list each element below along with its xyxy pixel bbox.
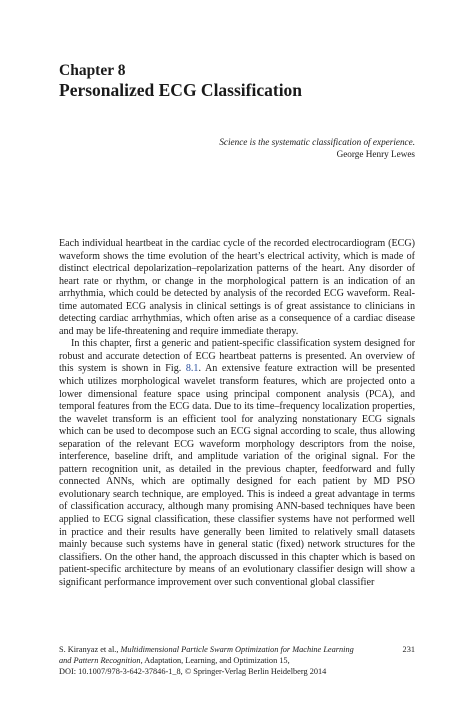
page-footer bbox=[59, 644, 415, 677]
footer-doi: DOI: 10.1007/978-3-642-37846-1_8, © Springer-Verlag Berlin Heidelberg 2014 bbox=[59, 667, 327, 676]
paragraph-2-part-1: In this chapter, first a generic and patient-specific classification system designed for robust and accurate detection of ECG heartbeat patterns is presented. An overview of this system is shown in Fig. bbox=[59, 338, 415, 375]
paragraph-2-part-2: . An extensive feature extraction will be presented which utilizes morphological wavelet transform features, which are projected onto a lower dimensional feature space using principal component analysis (PCA), and temporal features from the ECG data. Due to its time–frequency localization properties, the wavelet transform is an efficient tool for analyzing nonstationary ECG signals which can be used to decompose such an ECG signal according to scale, thus allowing separation of the relevant ECG waveform morphology descriptors from the noise, interference, baseline drift, and amplitude variation of the original signal. For the pattern recognition unit, as detailed in the previous chapter, feedforward and fully connected ANNs, which are optimally designed for each patient by MD PSO evolutionary search technique, are employed. This is indeed a great advantage in terms of classification accuracy, although many promising ANN-based techniques have been applied to ECG signal classification, these classifier systems have not performed well in practice and their results have generally been limited to relatively small datasets mainly because such systems have in general static (fixed) network structures for the classifiers. On the other hand, the approach discussed in this chapter which is based on patient-specific architecture by means of an evolutionary classifier design will show a significant performance improvement over such conventional global classifier bbox=[59, 363, 415, 588]
footer-line-2 bbox=[59, 655, 415, 666]
footer-series: , Adaptation, Learning, and Optimization 15, bbox=[140, 656, 290, 665]
footer-book-title-1: Multidimensional Particle Swarm Optimization for Machine Learning bbox=[120, 645, 354, 654]
epigraph-author: George Henry Lewes bbox=[336, 149, 415, 159]
epigraph-quote: Science is the systematic classification of experience. bbox=[219, 137, 415, 147]
figure-reference-link[interactable]: 8.1 bbox=[185, 363, 199, 375]
body-text bbox=[59, 238, 415, 589]
paragraph-1: Each individual heartbeat in the cardiac cycle of the recorded electrocardiogram (ECG) waveform shows the time evolution of the heart’s electrical activity, which is made of distinct electrical depolarization–repolarization patterns of the heart. Any disorder of heart rate or rhythm, or change in the morphological pattern is an indication of an arrhythmia, which could be detected by analysis of the recorded ECG waveform. Real-time automated ECG analysis in clinical settings is of great assistance to clinicians in detecting cardiac arrhythmias, which often arise as a consequence of a cardiac disease and may be life-threatening and require immediate therapy. bbox=[59, 238, 415, 337]
paragraph-2 bbox=[59, 338, 415, 589]
epigraph bbox=[219, 136, 415, 160]
page-number: 231 bbox=[402, 645, 415, 654]
footer-line-1 bbox=[59, 644, 415, 655]
footer-book-title-2: and Pattern Recognition bbox=[59, 656, 141, 665]
chapter-label: Chapter 8 bbox=[59, 62, 126, 79]
footer-authors: S. Kiranyaz et al., bbox=[59, 645, 121, 654]
chapter-title: Personalized ECG Classification bbox=[59, 80, 303, 100]
